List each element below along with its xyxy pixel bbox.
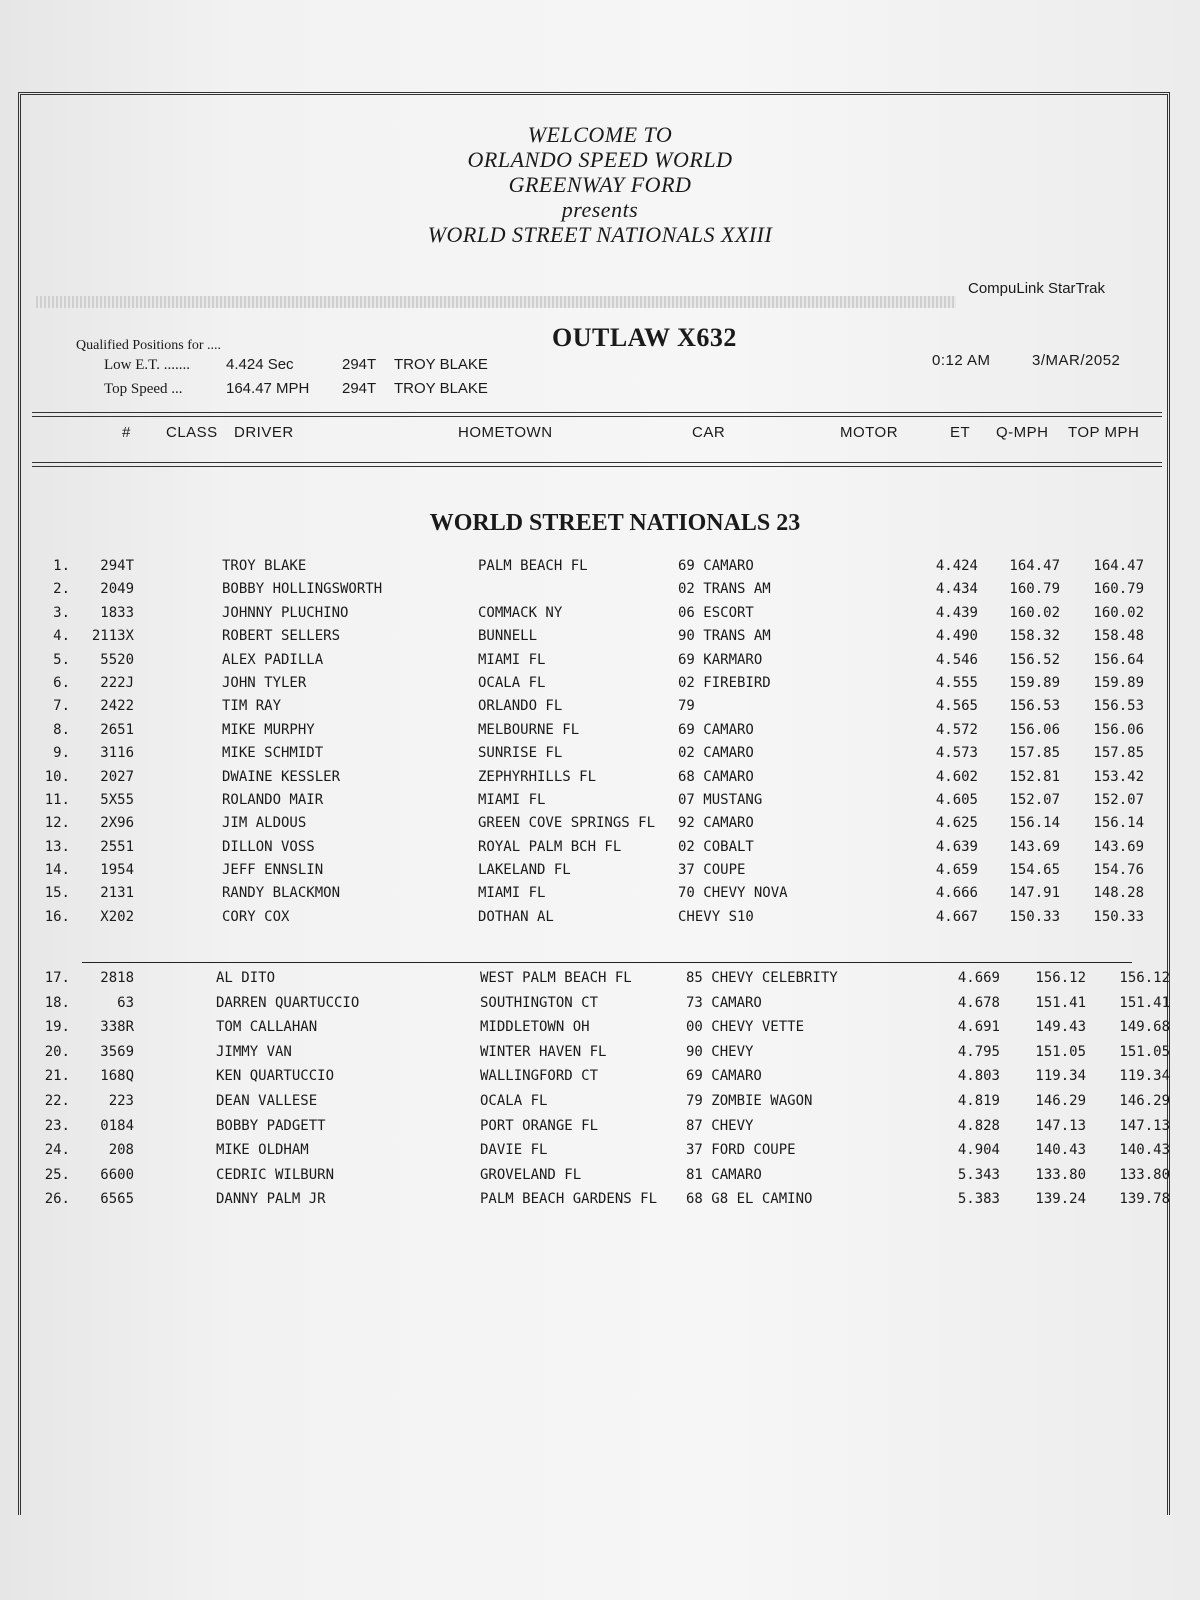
field-cutoff-line [82,962,1132,963]
cell-et: 4.678 [957,994,1000,1011]
cell-top-mph: 150.33 [1093,908,1144,925]
cell-car-number: 208 [108,1142,134,1159]
cell-et: 4.904 [957,1142,1000,1159]
cell-driver: ROBERT SELLERS [222,628,341,645]
cell-top-mph: 152.07 [1093,791,1144,808]
cell-position: 21. [44,1068,70,1085]
cell-hometown: BUNNELL [478,628,538,645]
cell-car-number: 338R [100,1019,134,1036]
cell-position: 23. [44,1117,70,1134]
cell-top-mph: 133.80 [1119,1166,1170,1183]
cell-position: 22. [44,1092,70,1109]
cell-et: 4.605 [935,791,978,808]
cell-hometown: GROVELAND FL [480,1166,582,1183]
cell-car-number: 168Q [100,1068,134,1085]
cell-top-mph: 148.28 [1093,885,1144,902]
cell-hometown: ROYAL PALM BCH FL [478,838,622,855]
cell-et: 4.555 [935,674,978,691]
cell-driver: AL DITO [216,970,276,986]
result-row [0,909,1200,932]
cell-top-mph: 143.69 [1093,838,1144,855]
cell-q-mph: 156.14 [1009,815,1060,832]
cell-hometown: PALM BEACH FL [478,558,588,574]
cell-hometown: COMMACK NY [478,604,563,621]
cell-top-mph: 156.64 [1093,651,1144,668]
cell-car: 73 CAMARO [686,994,762,1011]
cell-hometown: ORLANDO FL [478,698,563,715]
cell-position: 11. [44,791,70,808]
top-speed-value: 164.47 MPH [226,380,310,397]
cell-driver: CEDRIC WILBURN [216,1166,335,1183]
cell-car: 37 FORD COUPE [686,1142,796,1159]
cell-car: 02 FIREBIRD [678,674,771,691]
cell-driver: JOHNNY PLUCHINO [222,604,349,621]
col-qmph: Q-MPH [996,424,1049,441]
cell-position: 5. [53,651,70,668]
report-time: 0:12 AM [932,352,991,369]
cell-car: 00 CHEVY VETTE [686,1019,805,1036]
cell-car-number: 2049 [100,581,134,598]
result-row [0,652,1200,675]
cell-car: 06 ESCORT [678,604,754,621]
cell-position: 3. [53,604,70,621]
cell-car: 07 MUSTANG [678,791,763,808]
cell-hometown: GREEN COVE SPRINGS FL [478,815,656,832]
cell-q-mph: 156.52 [1009,651,1060,668]
cell-q-mph: 147.91 [1009,885,1060,902]
cell-car: 37 COUPE [678,862,746,879]
cell-hometown: MELBOURNE FL [478,721,580,738]
cell-position: 14. [44,862,70,879]
cell-car: 70 CHEVY NOVA [678,885,788,902]
cell-top-mph: 154.76 [1093,862,1144,879]
cell-car-number: 2651 [100,721,134,738]
cell-hometown: SOUTHINGTON CT [480,994,599,1011]
top-speed-line [104,380,488,398]
cell-q-mph: 164.47 [1009,558,1060,574]
cell-hometown: MIAMI FL [478,885,546,902]
cell-driver: MIKE SCHMIDT [222,745,324,762]
cell-et: 4.625 [935,815,978,832]
cell-q-mph: 160.79 [1009,581,1060,598]
cell-driver: BOBBY PADGETT [216,1117,326,1134]
cell-top-mph: 151.05 [1119,1043,1170,1060]
cell-q-mph: 140.43 [1035,1142,1086,1159]
cell-position: 16. [44,908,70,925]
cell-q-mph: 143.69 [1009,838,1060,855]
cell-driver: JIM ALDOUS [222,815,307,832]
welcome-line: WELCOME TO [527,122,673,147]
cell-position: 20. [44,1043,70,1060]
cell-et: 4.795 [957,1043,1000,1060]
cell-car: 90 TRANS AM [678,628,771,645]
cell-top-mph: 159.89 [1093,674,1144,691]
cell-car: 69 KARMARO [678,651,763,668]
cell-q-mph: 151.05 [1035,1043,1086,1060]
cell-hometown: OCALA FL [480,1092,548,1109]
cell-top-mph: 153.42 [1093,768,1144,785]
cell-et: 4.546 [935,651,978,668]
low-et-value: 4.424 Sec [226,356,294,373]
cell-top-mph: 160.79 [1093,581,1144,598]
cell-et: 4.659 [935,862,978,879]
cell-car: 79 [678,698,695,715]
cell-car-number: 63 [117,994,134,1011]
cell-q-mph: 156.06 [1009,721,1060,738]
cell-q-mph: 147.13 [1035,1117,1086,1134]
cell-hometown: LAKELAND FL [478,862,571,879]
cell-hometown: PORT ORANGE FL [480,1117,599,1134]
qualified-positions-label: Qualified Positions for .... [76,338,222,353]
cell-top-mph: 139.78 [1119,1191,1170,1208]
cell-car: 69 CAMARO [686,1068,762,1085]
cell-car-number: 5520 [100,651,134,668]
cell-hometown: MIDDLETOWN OH [480,1019,590,1036]
cell-car-number: X202 [100,908,134,925]
cell-et: 4.572 [935,721,978,738]
cell-car-number: 223 [108,1092,134,1109]
col-motor: MOTOR [840,424,899,441]
report-date: 3/MAR/2052 [1032,352,1121,369]
cell-position: 1. [53,558,70,574]
cell-car: 87 CHEVY [686,1117,754,1134]
cell-car: 81 CAMARO [686,1166,762,1183]
cell-position: 10. [44,768,70,785]
cell-position: 9. [53,745,70,762]
cell-et: 4.819 [957,1092,1000,1109]
cell-q-mph: 156.12 [1035,970,1086,986]
cell-car: 02 COBALT [678,838,754,855]
low-et-label: Low E.T. ....... [104,357,190,373]
cell-driver: DARREN QUARTUCCIO [216,994,360,1011]
non-qualifier-list [0,970,1200,1216]
header-rule-bottom [32,462,1162,467]
timing-system-label: CompuLink StarTrak [968,280,1105,297]
cell-et: 4.828 [957,1117,1000,1134]
cell-top-mph: 164.47 [1093,558,1144,574]
cell-q-mph: 146.29 [1035,1092,1086,1109]
result-row [0,1167,1200,1192]
col-topmph: TOP MPH [1068,424,1140,441]
cell-top-mph: 149.68 [1119,1019,1170,1036]
cell-et: 4.669 [957,970,1000,986]
cell-car: 69 CAMARO [678,558,754,574]
cell-car: 90 CHEVY [686,1043,754,1060]
cell-position: 13. [44,838,70,855]
cell-et: 4.565 [935,698,978,715]
cell-position: 7. [53,698,70,715]
cell-driver: RANDY BLACKMON [222,885,341,902]
cell-position: 26. [44,1191,70,1208]
cell-car-number: 2551 [100,838,134,855]
col-car: CAR [692,424,726,441]
cell-hometown: WEST PALM BEACH FL [480,970,632,986]
cell-car-number: 1954 [100,862,134,879]
cell-car-number: 5X55 [100,791,134,808]
dotted-rule [36,296,956,308]
cell-q-mph: 151.41 [1035,994,1086,1011]
cell-driver: BOBBY HOLLINGSWORTH [222,581,383,598]
cell-q-mph: 149.43 [1035,1019,1086,1036]
col-hometown: HOMETOWN [458,424,553,441]
event-title: WORLD STREET NATIONALS 23 [429,510,801,536]
cell-car-number: 1833 [100,604,134,621]
result-row [0,1191,1200,1216]
cell-top-mph: 156.06 [1093,721,1144,738]
cell-driver: TIM RAY [222,698,282,715]
cell-car: 85 CHEVY CELEBRITY [686,970,838,986]
cell-car-number: 6565 [100,1191,134,1208]
low-et-line [104,356,488,374]
cell-et: 4.667 [935,908,978,925]
cell-et: 4.439 [935,604,978,621]
result-row [0,1118,1200,1143]
cell-et: 4.434 [935,581,978,598]
top-speed-label: Top Speed ... [104,381,183,397]
cell-car-number: 6600 [100,1166,134,1183]
cell-hometown: DOTHAN AL [478,908,554,925]
result-row [0,1093,1200,1118]
cell-car-number: 3116 [100,745,134,762]
header-rule-top [32,412,1162,417]
col-num: # [122,424,131,441]
result-row [0,862,1200,885]
cell-car-number: 222J [100,674,134,691]
cell-driver: TOM CALLAHAN [216,1019,318,1036]
result-row [0,605,1200,628]
cell-position: 12. [44,815,70,832]
cell-car: 92 CAMARO [678,815,754,832]
cell-driver: MIKE MURPHY [222,721,315,738]
cell-et: 4.639 [935,838,978,855]
cell-et: 4.691 [957,1019,1000,1036]
result-row [0,1044,1200,1069]
cell-car: 68 G8 EL CAMINO [686,1191,813,1208]
cell-hometown: MIAMI FL [478,791,546,808]
result-row [0,815,1200,838]
cell-car-number: 3569 [100,1043,134,1060]
col-driver: DRIVER [234,424,294,441]
low-et-driver: TROY BLAKE [394,356,488,373]
cell-position: 24. [44,1142,70,1159]
event-name: WORLD STREET NATIONALS XXIII [427,222,773,247]
cell-car-number: 2027 [100,768,134,785]
cell-car-number: 2422 [100,698,134,715]
cell-driver: MIKE OLDHAM [216,1142,309,1159]
cell-car: 69 CAMARO [678,721,754,738]
cell-car: 68 CAMARO [678,768,754,785]
cell-driver: DWAINE KESSLER [222,768,341,785]
result-row [0,698,1200,721]
cell-q-mph: 152.81 [1009,768,1060,785]
cell-top-mph: 146.29 [1119,1092,1170,1109]
cell-q-mph: 119.34 [1035,1068,1086,1085]
cell-et: 5.343 [957,1166,1000,1183]
cell-driver: DANNY PALM JR [216,1191,326,1208]
result-row [0,581,1200,604]
cell-top-mph: 147.13 [1119,1117,1170,1134]
cell-q-mph: 160.02 [1009,604,1060,621]
result-row [0,722,1200,745]
cell-car-number: 2131 [100,885,134,902]
cell-position: 8. [53,721,70,738]
cell-et: 4.803 [957,1068,1000,1085]
cell-position: 19. [44,1019,70,1036]
result-row [0,628,1200,651]
result-row [0,675,1200,698]
cell-driver: DEAN VALLESE [216,1092,318,1109]
cell-q-mph: 159.89 [1009,674,1060,691]
cell-car: CHEVY S10 [678,908,754,925]
cell-car: 79 ZOMBIE WAGON [686,1092,813,1109]
cell-q-mph: 150.33 [1009,908,1060,925]
cell-q-mph: 152.07 [1009,791,1060,808]
presents-line: presents [561,197,639,222]
cell-hometown: WINTER HAVEN FL [480,1043,607,1060]
result-row [0,792,1200,815]
cell-driver: KEN QUARTUCCIO [216,1068,335,1085]
cell-driver: JOHN TYLER [222,674,307,691]
col-et: ET [950,424,971,441]
result-row [0,885,1200,908]
cell-driver: TROY BLAKE [222,558,307,574]
cell-top-mph: 157.85 [1093,745,1144,762]
cell-q-mph: 133.80 [1035,1166,1086,1183]
cell-top-mph: 156.14 [1093,815,1144,832]
cell-hometown: WALLINGFORD CT [480,1068,599,1085]
cell-q-mph: 139.24 [1035,1191,1086,1208]
result-row [0,995,1200,1020]
cell-position: 18. [44,994,70,1011]
cell-car: 02 CAMARO [678,745,754,762]
cell-et: 4.424 [935,558,978,574]
track-name: ORLANDO SPEED WORLD [467,147,733,172]
cell-car: 02 TRANS AM [678,581,771,598]
cell-top-mph: 156.12 [1119,970,1170,986]
sponsor-name: GREENWAY FORD [508,172,692,197]
low-et-car: 294T [342,356,377,373]
cell-position: 6. [53,674,70,691]
cell-top-mph: 140.43 [1119,1142,1170,1159]
cell-hometown: SUNRISE FL [478,745,563,762]
cell-q-mph: 157.85 [1009,745,1060,762]
cell-driver: JEFF ENNSLIN [222,862,324,879]
cell-car-number: 2818 [100,970,134,986]
cell-position: 15. [44,885,70,902]
cell-top-mph: 160.02 [1093,604,1144,621]
result-row [0,1068,1200,1093]
cell-top-mph: 119.34 [1119,1068,1170,1085]
class-title: OUTLAW X632 [552,323,737,352]
cell-top-mph: 151.41 [1119,994,1170,1011]
cell-et: 4.666 [935,885,978,902]
cell-hometown: ZEPHYRHILLS FL [478,768,597,785]
cell-et: 4.490 [935,628,978,645]
qualifier-list [0,558,1200,932]
result-row [0,558,1200,581]
result-row [0,1019,1200,1044]
cell-car-number: 0184 [100,1117,134,1134]
top-speed-driver: TROY BLAKE [394,380,488,397]
cell-et: 4.573 [935,745,978,762]
result-row [0,970,1200,995]
cell-q-mph: 154.65 [1009,862,1060,879]
cell-driver: DILLON VOSS [222,838,315,855]
cell-driver: JIMMY VAN [216,1043,292,1060]
cell-car-number: 2X96 [100,815,134,832]
cell-car-number: 2113X [91,628,134,645]
result-row [0,745,1200,768]
cell-position: 4. [53,628,70,645]
cell-driver: ALEX PADILLA [222,651,324,668]
result-row [0,1142,1200,1167]
top-speed-car: 294T [342,380,377,397]
cell-hometown: DAVIE FL [480,1142,548,1159]
cell-position: 17. [44,970,70,986]
cell-hometown: MIAMI FL [478,651,546,668]
cell-top-mph: 156.53 [1093,698,1144,715]
col-class: CLASS [166,424,218,441]
cell-driver: ROLANDO MAIR [222,791,324,808]
cell-q-mph: 158.32 [1009,628,1060,645]
cell-car-number: 294T [100,558,134,574]
cell-driver: CORY COX [222,908,290,925]
cell-et: 5.383 [957,1191,1000,1208]
cell-top-mph: 158.48 [1093,628,1144,645]
cell-hometown: OCALA FL [478,674,546,691]
result-row [0,769,1200,792]
cell-q-mph: 156.53 [1009,698,1060,715]
cell-position: 25. [44,1166,70,1183]
cell-position: 2. [53,581,70,598]
cell-et: 4.602 [935,768,978,785]
result-row [0,839,1200,862]
event-header [0,122,1200,247]
cell-hometown: PALM BEACH GARDENS FL [480,1191,658,1208]
